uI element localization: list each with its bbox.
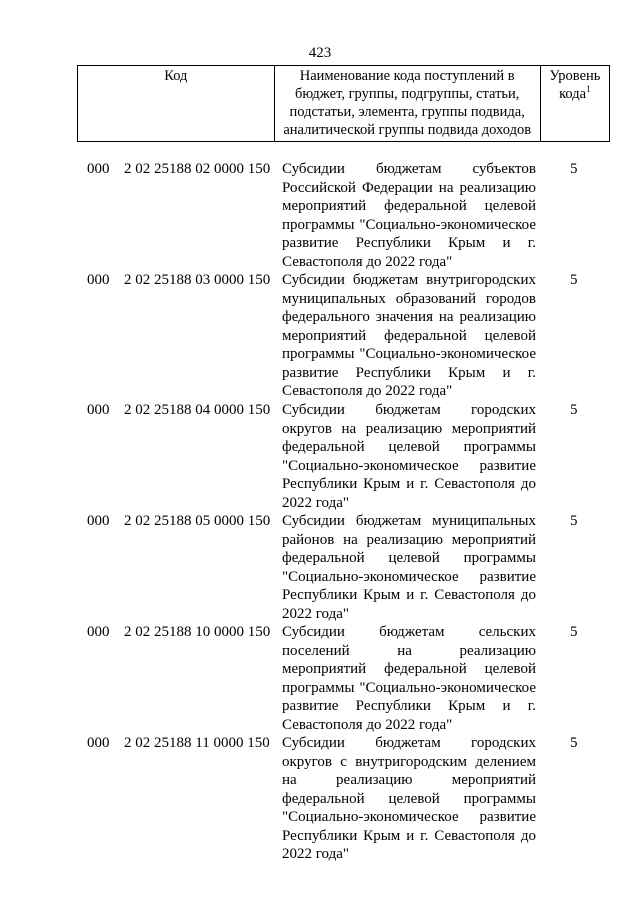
row-admin-code: 000 [87,272,110,288]
row-name: Субсидии бюджетам сельских поселений на реализацию мероприятий федеральной целевой программы "Социально-экономическое развитие Республики Крым и г. Севастополя до 2022 года" [282,624,536,733]
row-level: 5 [570,402,578,418]
header-level: Уровень кода [549,68,601,102]
row-name: Субсидии бюджетам внутригородских муниципальных образований городов федерального значения на реализацию мероприятий федеральной целевой программы "Социально-экономическое развитие Республики Крым и г. Севастополя до 2022 года" [282,272,536,399]
header-level-cell [540,66,609,142]
row-level: 5 [570,624,578,640]
row-name: Субсидии бюджетам городских округов с внутригородским делением на реализацию мероприятий федеральной целевой программы "Социально-экономическое развитие Республики Крым и г. Севастополя до 2022 года" [282,735,536,862]
row-admin-code: 000 [87,402,110,418]
row-admin-code: 000 [87,161,110,177]
row-code: 2 02 25188 11 0000 150 [124,735,270,751]
row-level: 5 [570,513,578,529]
header-level-footnote: 1 [586,84,591,95]
row-level: 5 [570,161,578,177]
row-code: 2 02 25188 02 0000 150 [124,161,271,177]
row-level: 5 [570,735,578,751]
row-name: Субсидии бюджетам муниципальных районов на реализацию мероприятий федеральной целевой программы "Социально-экономическое развитие Республики Крым и г. Севастополя до 2022 года" [282,513,536,622]
row-name: Субсидии бюджетам субъектов Российской Федерации на реализацию мероприятий федеральной целевой программы "Социально-экономическое развитие Республики Крым и г. Севастополя до 2022 года" [282,161,536,270]
row-admin-code: 000 [87,624,110,640]
row-code: 2 02 25188 10 0000 150 [124,624,271,640]
row-admin-code: 000 [87,513,110,529]
header-code: Код [78,66,275,142]
table-header [77,65,610,142]
header-name: Наименование кода поступлений в бюджет, группы, подгруппы, статьи, подстатьи, элемента, группы подвида, аналитической группы подвида доходов [274,66,540,142]
row-code: 2 02 25188 03 0000 150 [124,272,271,288]
row-admin-code: 000 [87,735,110,751]
row-name: Субсидии бюджетам городских округов на реализацию мероприятий федеральной целевой программы "Социально-экономическое развитие Республики Крым и г. Севастополя до 2022 года" [282,402,536,511]
row-code: 2 02 25188 05 0000 150 [124,513,271,529]
page-number: 423 [308,45,332,61]
row-code: 2 02 25188 04 0000 150 [124,402,271,418]
row-level: 5 [570,272,578,288]
